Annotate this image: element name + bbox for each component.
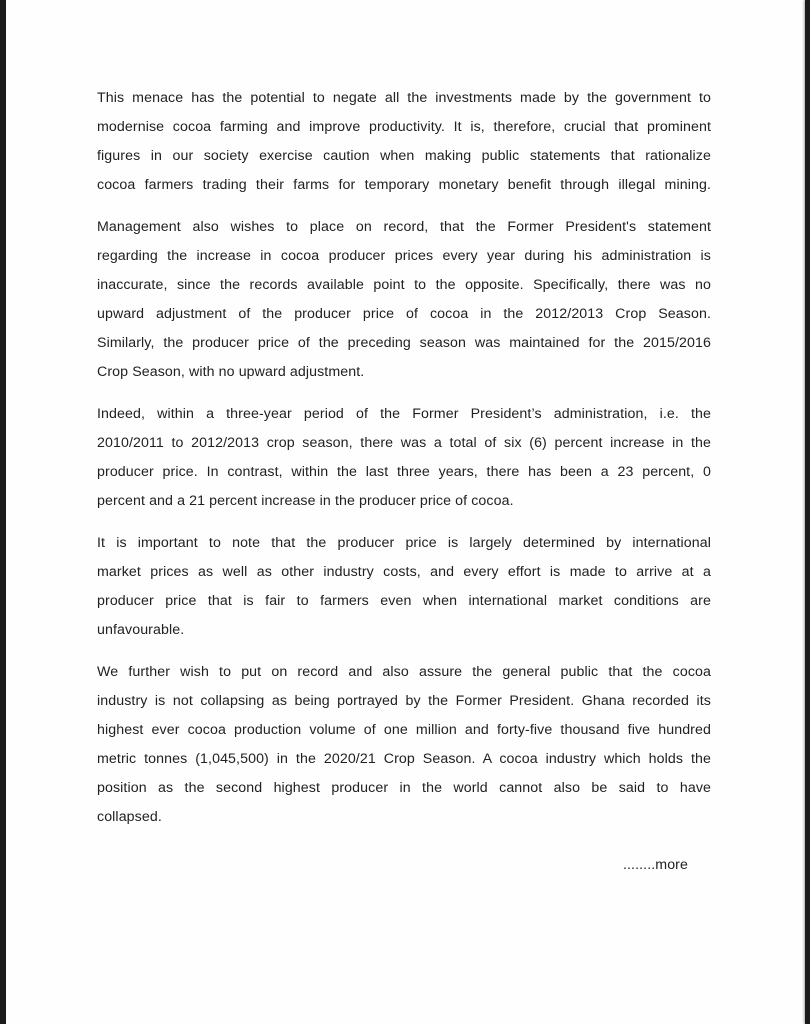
text-line: It is important to note that the producer price is largely determined by international: [97, 535, 711, 551]
right-edge-bar: [805, 0, 810, 1024]
text-line: Management also wishes to place on record, that the Former President's statement: [97, 219, 711, 235]
paragraph-1: [97, 84, 711, 200]
paragraph-5: [97, 658, 711, 832]
paragraph-3: [97, 400, 711, 516]
text-line: upward adjustment of the producer price of cocoa in the 2012/2013 Crop Season.: [97, 306, 711, 322]
paragraph-4: [97, 529, 711, 645]
text-line: 2010/2011 to 2012/2013 crop season, there was a total of six (6) percent increase in the: [97, 435, 711, 451]
text-line: Similarly, the producer price of the preceding season was maintained for the 2015/2016: [97, 335, 711, 351]
text-line: highest ever cocoa production volume of one million and forty-five thousand five hundred: [97, 722, 711, 738]
left-edge-bar: [0, 0, 6, 1024]
text-line: collapsed.: [97, 809, 162, 825]
text-line: market prices as well as other industry costs, and every effort is made to arrive at a: [97, 564, 711, 580]
paragraph-2: [97, 213, 711, 387]
document-body: [97, 84, 711, 880]
text-line: modernise cocoa farming and improve productivity. It is, therefore, crucial that prominent: [97, 119, 711, 135]
text-line: Indeed, within a three-year period of the Former President’s administration, i.e. the: [97, 406, 711, 422]
text-line: position as the second highest producer in the world cannot also be said to have: [97, 780, 711, 796]
text-line: producer price that is fair to farmers even when international market conditions are: [97, 593, 711, 609]
text-line: This menace has the potential to negate all the investments made by the government to: [97, 90, 711, 106]
more-indicator: ........more: [622, 857, 688, 873]
text-line: figures in our society exercise caution when making public statements that rationalize: [97, 148, 711, 164]
text-line: industry is not collapsing as being portrayed by the Former President. Ghana recorded its: [97, 693, 711, 709]
text-line: We further wish to put on record and also assure the general public that the cocoa: [97, 664, 711, 680]
text-line: inaccurate, since the records available point to the opposite. Specifically, there was no: [97, 277, 711, 293]
text-line: producer price. In contrast, within the last three years, there has been a 23 percent, 0: [97, 464, 711, 480]
text-line: Crop Season, with no upward adjustment.: [97, 364, 365, 380]
text-line: regarding the increase in cocoa producer prices every year during his administration is: [97, 248, 711, 264]
text-line: metric tonnes (1,045,500) in the 2020/21 Crop Season. A cocoa industry which holds the: [97, 751, 711, 767]
text-line: unfavourable.: [97, 622, 185, 638]
text-line: cocoa farmers trading their farms for temporary monetary benefit through illegal mining.: [97, 177, 711, 193]
text-line: percent and a 21 percent increase in the producer price of cocoa.: [97, 493, 514, 509]
